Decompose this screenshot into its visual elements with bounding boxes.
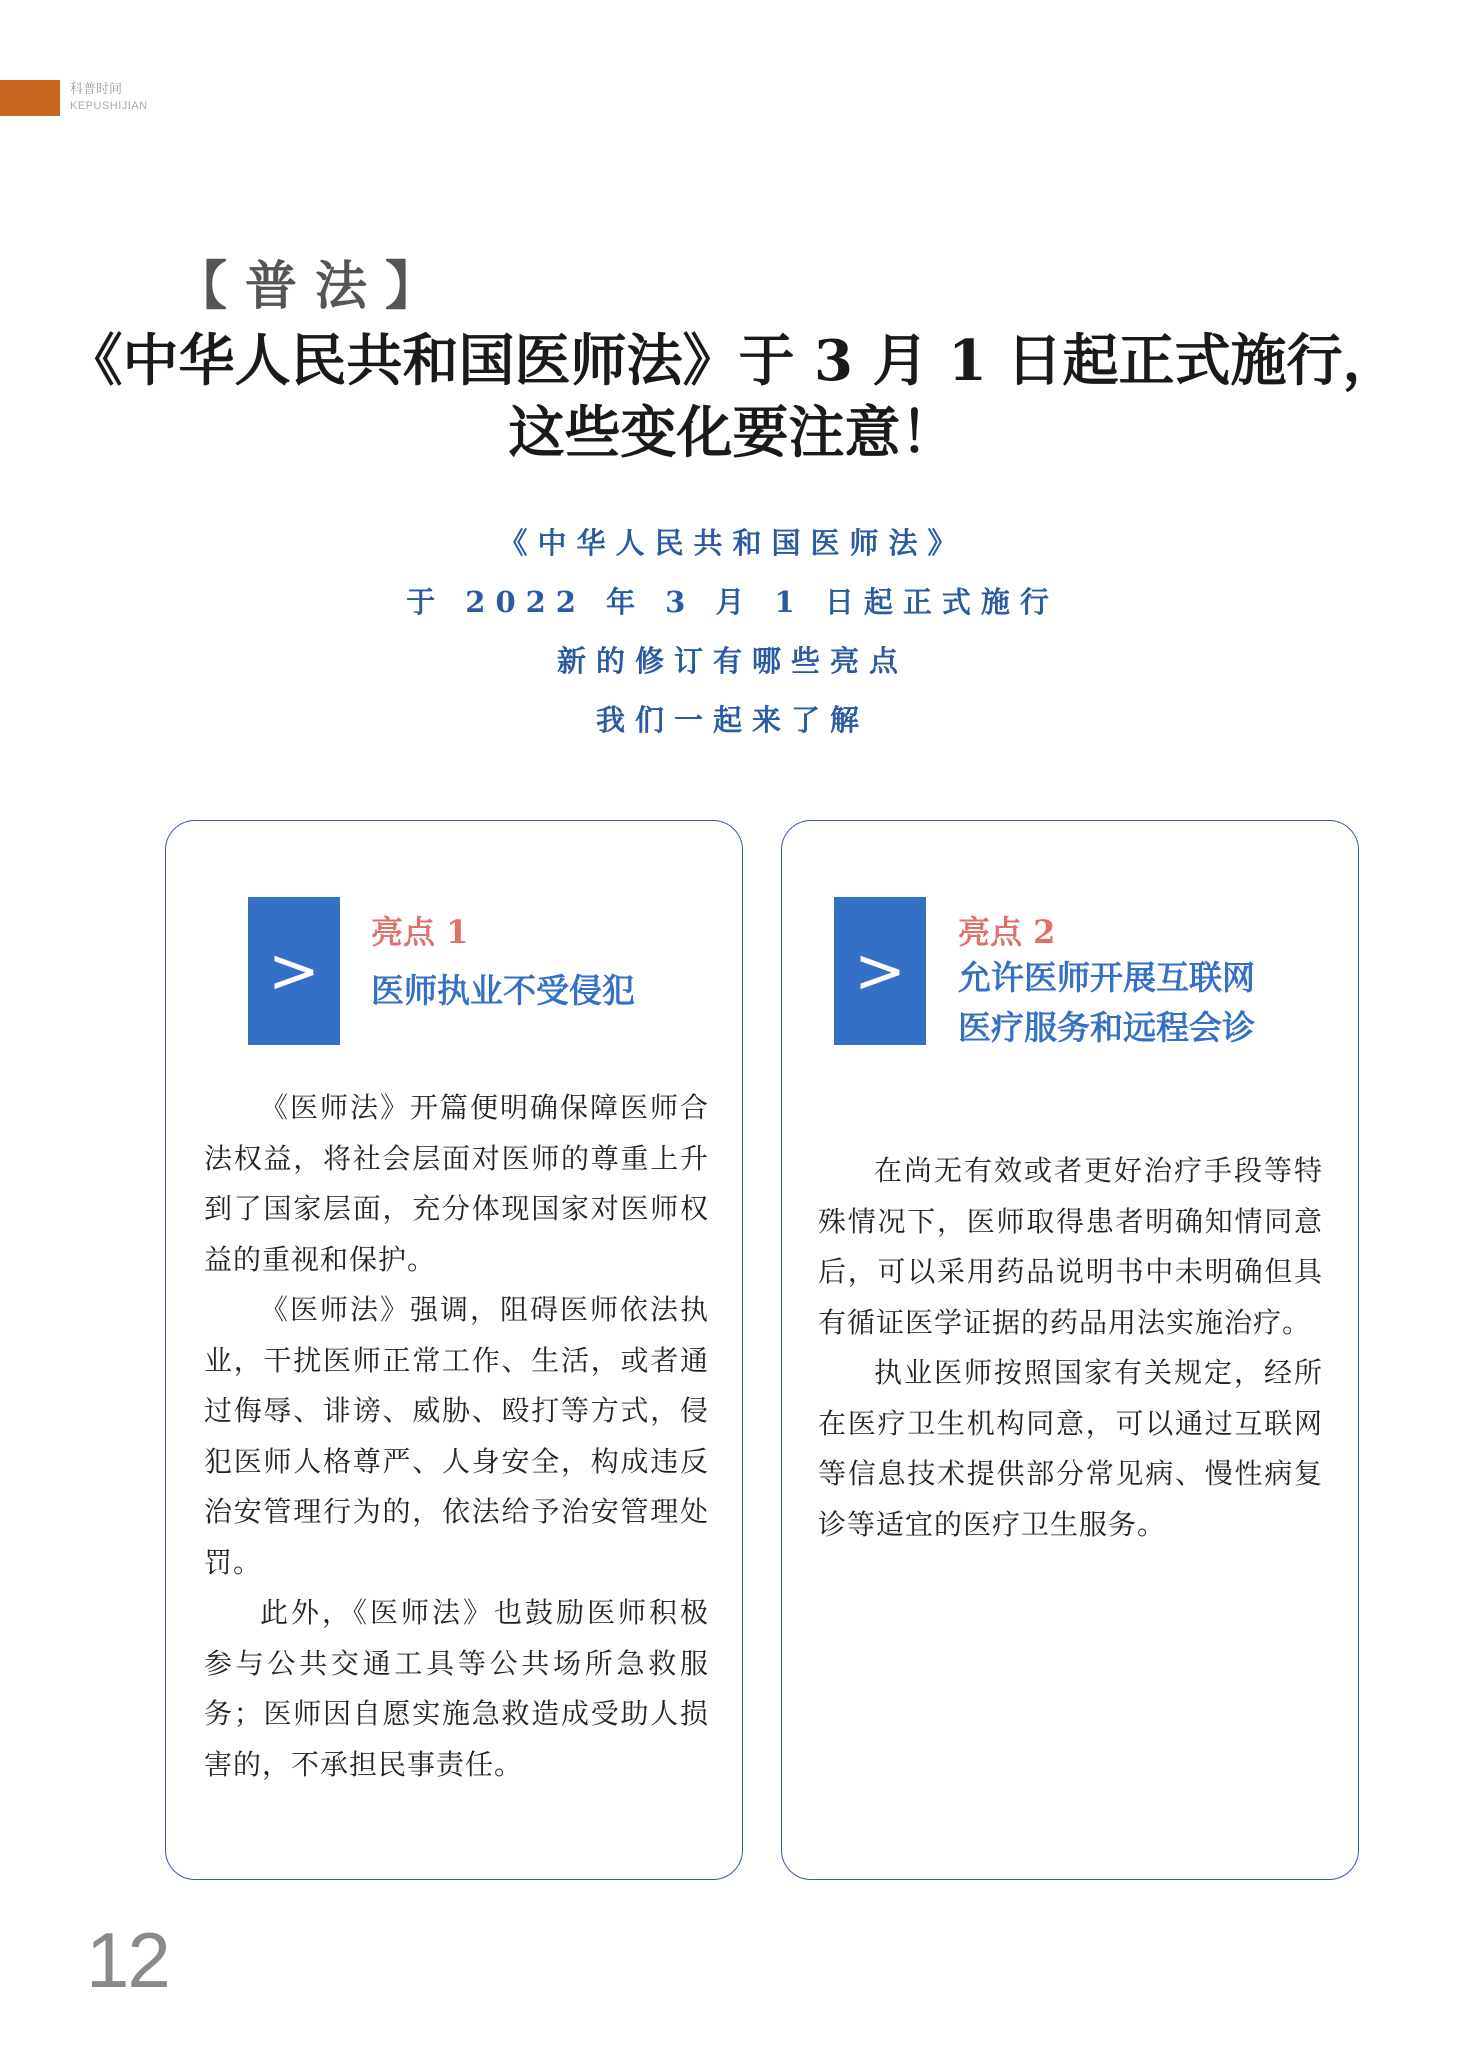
highlight-title — [958, 953, 1255, 1053]
intro-line: 《中华人民共和国医师法》 — [498, 526, 967, 560]
page-title-line-1: 《中华人民共和国医师法》于 3 月 1 日起正式施行， — [66, 328, 1399, 394]
intro-block — [0, 514, 1465, 750]
page-number: 12 — [86, 1916, 169, 2004]
chevron-right-icon: > — [248, 897, 340, 1045]
highlight-title-line: 允许医师开展互联网 — [958, 958, 1255, 997]
header-title: 科普时间 — [70, 82, 123, 97]
highlight-label: 亮点 2 — [958, 913, 1056, 951]
card-body — [818, 1146, 1323, 1550]
body-paragraph: 此外，《医师法》也鼓励医师积极参与公共交通工具等公共场所急救服务；医师因自愿实施急救造成受助人损害的，不承担民事责任。 — [204, 1596, 709, 1781]
header-accent-bar — [0, 80, 60, 116]
body-paragraph: 在尚无有效或者更好治疗手段等特殊情况下，医师取得患者明确知情同意后，可以采用药品说明书中未明确但具有循证医学证据的药品用法实施治疗。 — [818, 1154, 1323, 1339]
highlight-title-line: 医疗服务和远程会诊 — [958, 1008, 1255, 1047]
highlight-card-1 — [165, 820, 743, 1880]
chevron-right-icon: > — [834, 897, 926, 1045]
highlight-title — [371, 966, 635, 1016]
highlight-label: 亮点 1 — [371, 913, 469, 951]
intro-line: 于 2022 年 3 月 1 日起正式施行 — [406, 585, 1059, 619]
header-subtitle: KEPUSHIJIAN — [70, 100, 148, 112]
body-paragraph: 《医师法》开篇便明确保障医师合法权益，将社会层面对医师的尊重上升到了国家层面，充分体现国家对医师权益的重视和保护。 — [204, 1091, 709, 1276]
page-title — [0, 325, 1465, 469]
body-paragraph: 《医师法》强调，阻碍医师依法执业，干扰医师正常工作、生活，或者通过侮辱、诽谤、威胁、殴打等方式，侵犯医师人格尊严、人身安全，构成违反治安管理行为的，依法给予治安管理处罚。 — [204, 1293, 709, 1579]
intro-line: 新的修订有哪些亮点 — [556, 644, 908, 678]
page-title-line-2: 这些变化要注意！ — [508, 400, 957, 466]
highlight-title-line: 医师执业不受侵犯 — [371, 971, 635, 1010]
body-paragraph: 执业医师按照国家有关规定，经所在医疗卫生机构同意，可以通过互联网等信息技术提供部分常见病、慢性病复诊等适宜的医疗卫生服务。 — [818, 1356, 1323, 1541]
card-body — [204, 1083, 709, 1790]
highlight-card-2 — [781, 820, 1359, 1880]
intro-line: 我们一起来了解 — [595, 703, 869, 737]
section-tag: 【普法】 — [175, 256, 456, 317]
